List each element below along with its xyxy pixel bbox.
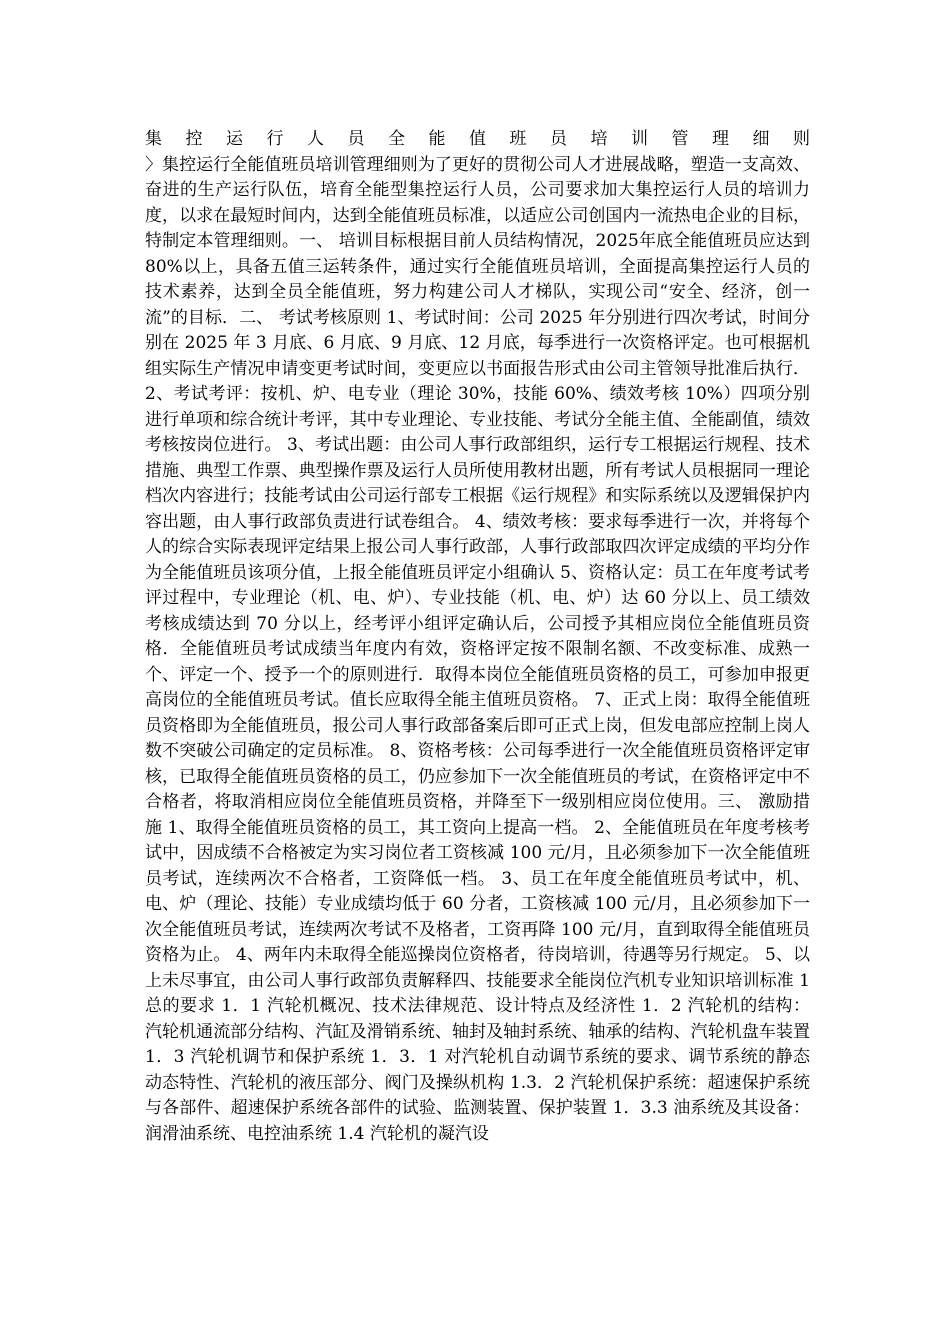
document-body: 〉集控运行全能值班员培训管理细则为了更好的贯彻公司人才进展战略，塑造一支高效、奋进的生产运行队伍，培育全能型集控运行人员，公司要求加大集控运行人员的培训力度，以求在最短时间内，达到全能值班员标准，以适应公司创国内一流热电企业的目标，特制定本管理细则。一、 培训目标根据目前人员结构情况，2025年底全能值班员应达到80%以上，具备五值三运转条件，通过实行全能值班员培训，全面提高集控运行人员的技术素养，达到全员全能值班，努力构建公司人才梯队，实现公司“安全、经济，创一流”的目标．二、 考试考核原则 1、考试时间：公司 2025 年分别进行四次考试，时间分别在 2025 年 3 月底、6 月底、9 月底、12 月底，每季进行一次资格评定。也可根据机组实际生产情况申请变更考试时间，变更应以书面报告形式由公司主管领导批准后执行． 2、考试考评：按机、炉、电专业（理论 30%，技能 60%、绩效考核 10%）四项分别进行单项和综合统计考评，其中专业理论、专业技能、考试分全能主值、全能副值，绩效考核按岗位进行。 3、考试出题：由公司人事行政部组织，运行专工根据运行规程、技术措施、典型工作票、典型操作票及运行人员所使用教材出题，所有考试人员根据同一理论档次内容进行；技能考试由公司运行部专工根据《运行规程》和实际系统以及逻辑保护内容出题，由人事行政部负责进行试卷组合。 4、绩效考核：要求每季进行一次，并将每个人的综合实际表现评定结果上报公司人事行政部，人事行政部取四次评定成绩的平均分作为全能值班员该项分值，上报全能值班员评定小组确认 5、资格认定：员工在年度考试考评过程中，专业理论（机、电、炉）、专业技能（机、电、炉）达 60 分以上、员工绩效考核成绩达到 70 分以上，经考评小组评定确认后，公司授予其相应岗位全能值班员资格．全能值班员考试成绩当年度内有效，资格评定按不限制名额、不改变标准、成熟一个、评定一个、授予一个的原则进行．取得本岗位全能值班员资格的员工，可参加申报更高岗位的全能值班员考试。值长应取得全能主值班员资格。 7、正式上岗：取得全能值班员资格即为全能值班员，报公司人事行政部备案后即可正式上岗，但发电部应控制上岗人数不突破公司确定的定员标准。 8、资格考核：公司每季进行一次全能值班员资格评定审核，已取得全能值班员资格的员工，仍应参加下一次全能值班员的考试，在资格评定中不合格者，将取消相应岗位全能值班员资格，并降至下一级别相应岗位使用。三、 激励措施 1、取得全能值班员资格的员工，其工资向上提高一档。 2、全能值班员在年度考核考试中，因成绩不合格被定为实习岗位者工资核减 100 元/月，且必须参加下一次全能值班员考试，连续两次不合格者，工资降低一档。 3、员工在年度全能值班员考试中，机、电、炉（理论、技能）专业成绩均低于 60 分者，工资核减 100 元/月，且必须参加下一次全能值班员考试，连续两次考试不及格者，工资再降 100 元/月，直到取得全能值班员资格为止。 4、两年内未取得全能巡操岗位资格者，待岗培训，待遇等另行规定。 5、以上未尽事宜，由公司人事行政部负责解释四、技能要求全能岗位汽机专业知识培训标准 1 总的要求 1．1 汽轮机概况、技术法律规范、设计特点及经济性 1．2 汽轮机的结构： 汽轮机通流部分结构、汽缸及滑销系统、轴封及轴封系统、轴承的结构、汽轮机盘车装置 1．3 汽轮机调节和保护系统 1．3．1 对汽轮机自动调节系统的要求、调节系统的静态动态特性、汽轮机的液压部分、阀门及操纵机构 1.3．2 汽轮机保护系统：超速保护系统与各部件、超速保护系统各部件的试验、监测装置、保护装置 1．3.3 油系统及其设备：润滑油系统、电控油系统 1.4 汽轮机的凝汽设 xyxy=(145,154,810,1144)
document-page xyxy=(145,127,810,1147)
document-title: 集 控 运 行 人 员 全 能 值 班 员 培 训 管 理 细 则 xyxy=(145,129,810,149)
